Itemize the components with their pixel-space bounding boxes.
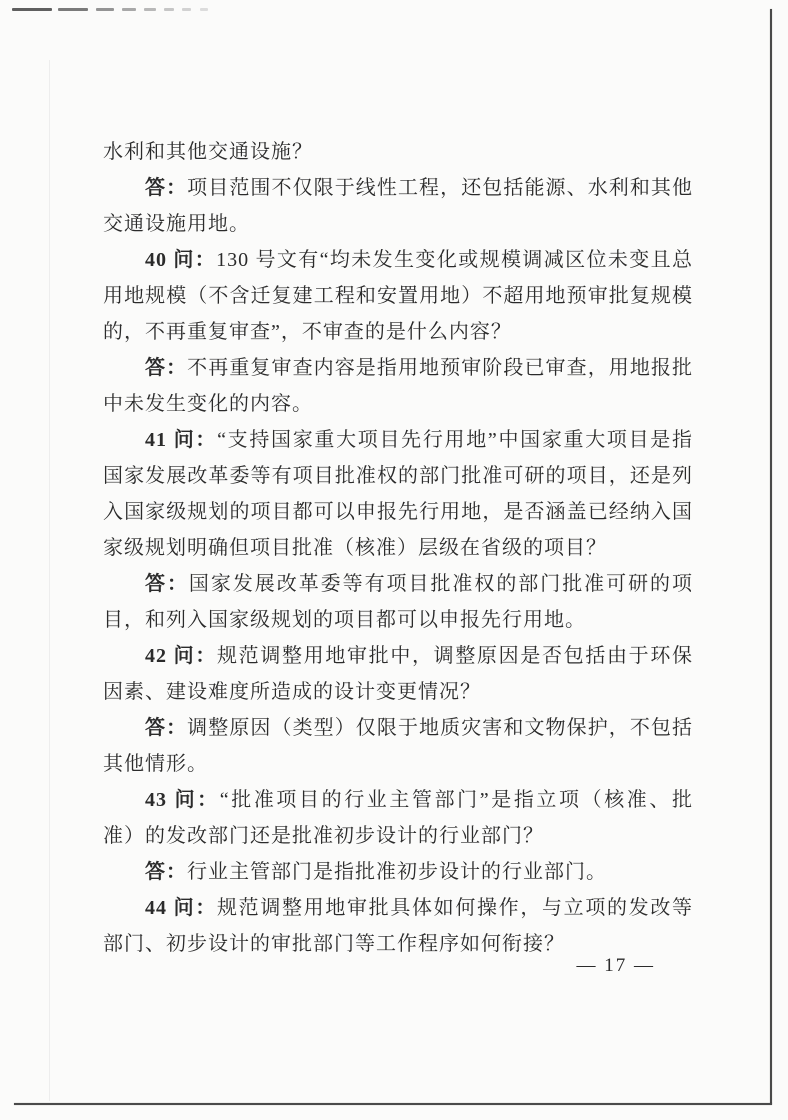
answer-line bbox=[103, 854, 693, 890]
text-line bbox=[103, 314, 693, 350]
line-text: 水利和其他交通设施？ bbox=[103, 141, 313, 163]
question-line bbox=[103, 242, 693, 278]
line-text: 规范调整用地审批具体如何操作，与立项的发改等 bbox=[217, 897, 693, 919]
line-text: 不再重复审查内容是指用地预审阶段已审查，用地报批 bbox=[187, 357, 694, 379]
question-line bbox=[103, 890, 693, 926]
line-text: 规范调整用地审批中，调整原因是否包括由于环保 bbox=[217, 645, 693, 667]
line-text: 行业主管部门是指批准初步设计的行业部门。 bbox=[187, 861, 607, 883]
scan-dash bbox=[182, 8, 191, 11]
text-line bbox=[103, 602, 693, 638]
text-line bbox=[103, 494, 693, 530]
line-bold-prefix: 答： bbox=[145, 177, 188, 199]
question-line bbox=[103, 422, 693, 458]
line-text: 入国家级规划的项目都可以申报先行用地，是否涵盖已经纳入国 bbox=[103, 501, 693, 523]
scan-dash bbox=[58, 8, 88, 11]
scan-dash bbox=[200, 8, 208, 11]
text-line bbox=[103, 134, 693, 170]
line-text: 家级规划明确但项目批准（核准）层级在省级的项目？ bbox=[103, 537, 607, 559]
line-text: 项目范围不仅限于线性工程，还包括能源、水利和其他 bbox=[187, 177, 694, 199]
line-text: “支持国家重大项目先行用地”中国家重大项目是指 bbox=[217, 429, 693, 451]
line-text: 调整原因（类型）仅限于地质灾害和文物保护，不包括 bbox=[187, 717, 694, 739]
line-text: 准）的发改部门还是批准初步设计的行业部门？ bbox=[103, 825, 544, 847]
document-text-block bbox=[103, 134, 693, 962]
text-line bbox=[103, 674, 693, 710]
line-bold-prefix: 44 问： bbox=[145, 897, 217, 919]
line-bold-prefix: 答： bbox=[145, 573, 189, 595]
line-text: 用地规模（不含迁复建工程和安置用地）不超用地预审批复规模 bbox=[103, 285, 693, 307]
line-text: 目，和列入国家级规划的项目都可以申报先行用地。 bbox=[103, 609, 586, 631]
scan-dash bbox=[12, 8, 52, 11]
line-bold-prefix: 答： bbox=[145, 357, 188, 379]
question-line bbox=[103, 638, 693, 674]
scan-dash bbox=[122, 8, 136, 11]
line-text: 130 号文有“均未发生变化或规模调减区位未变且总 bbox=[216, 249, 693, 271]
line-bold-prefix: 43 问： bbox=[145, 789, 220, 811]
scan-dash bbox=[164, 8, 174, 11]
line-text: 交通设施用地。 bbox=[103, 213, 250, 235]
scan-dash bbox=[96, 8, 114, 11]
text-line bbox=[103, 278, 693, 314]
line-bold-prefix: 答： bbox=[145, 717, 188, 739]
text-line bbox=[103, 746, 693, 782]
scan-artifact-left-line bbox=[49, 60, 50, 1101]
answer-line bbox=[103, 350, 693, 386]
line-bold-prefix: 40 问： bbox=[145, 249, 217, 271]
line-text: 部门、初步设计的审批部门等工作程序如何衔接？ bbox=[103, 933, 565, 955]
line-text: “批准项目的行业主管部门”是指立项（核准、批 bbox=[219, 789, 693, 811]
text-line bbox=[103, 530, 693, 566]
line-text: 因素、建设难度所造成的设计变更情况？ bbox=[103, 681, 481, 703]
text-line bbox=[103, 386, 693, 422]
line-text: 中未发生变化的内容。 bbox=[103, 393, 313, 415]
text-line bbox=[103, 206, 693, 242]
line-bold-prefix: 41 问： bbox=[145, 429, 218, 451]
scan-artifact-top-dashes bbox=[12, 8, 272, 12]
question-line bbox=[103, 782, 693, 818]
text-line bbox=[103, 458, 693, 494]
line-text: 国家发展改革委等有项目批准权的部门批准可研的项 bbox=[188, 573, 694, 595]
answer-line bbox=[103, 170, 693, 206]
scan-dash bbox=[144, 8, 156, 11]
line-bold-prefix: 答： bbox=[145, 861, 187, 883]
scan-artifact-right-border bbox=[770, 9, 772, 1104]
answer-line bbox=[103, 710, 693, 746]
line-text: 的，不再重复审查”，不审查的是什么内容？ bbox=[103, 321, 512, 343]
page-number: — 17 — bbox=[576, 955, 655, 976]
line-bold-prefix: 42 问： bbox=[145, 645, 217, 667]
answer-line bbox=[103, 566, 693, 602]
line-text: 其他情形。 bbox=[103, 753, 208, 775]
text-line bbox=[103, 818, 693, 854]
scan-artifact-bottom-border bbox=[14, 1103, 772, 1105]
line-text: 国家发展改革委等有项目批准权的部门批准可研的项目，还是列 bbox=[103, 465, 693, 487]
